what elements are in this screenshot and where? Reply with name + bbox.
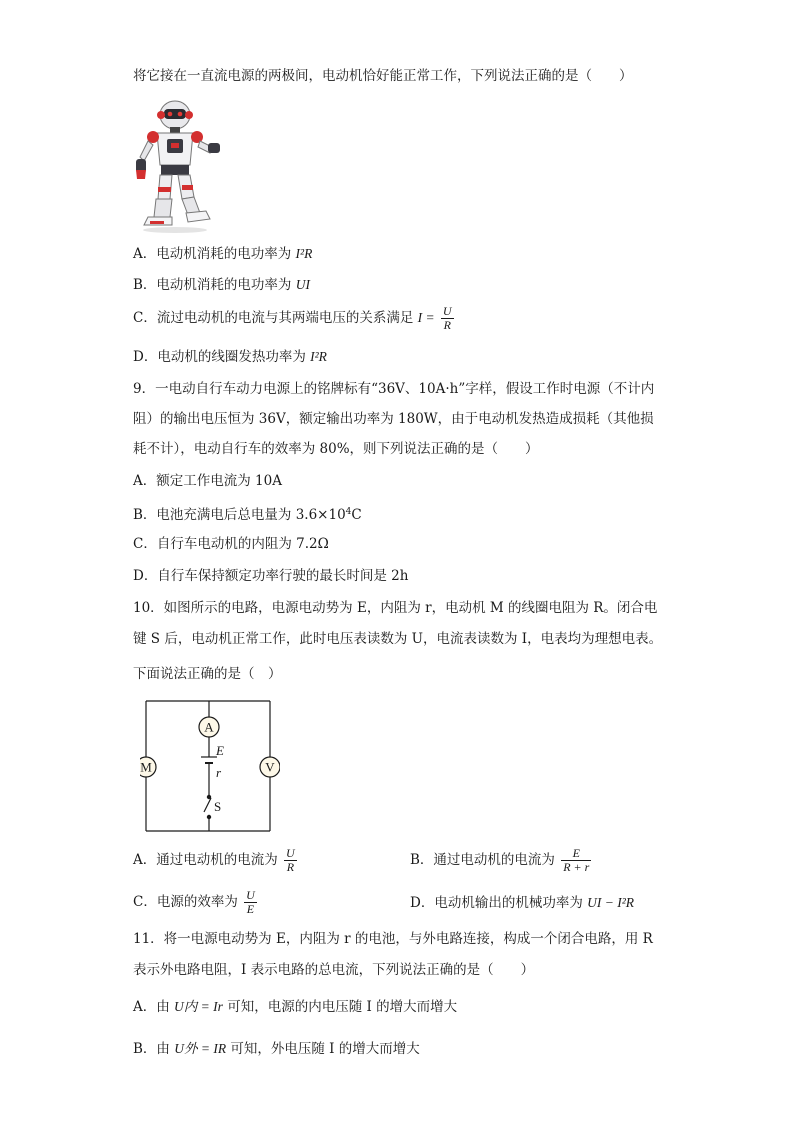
q8-option-d (133, 348, 327, 366)
q11-option-a-text: 可知，电源的内电压随 I 的增大而增大 (227, 999, 458, 1015)
q9-option-c: C．自行车电动机的内阻为 7.2Ω (133, 536, 329, 552)
q9-option-a: A．额定工作电流为 10A (133, 473, 282, 489)
question-intro: 将它接在一直流电源的两极间，电动机恰好能正常工作，下列说法正确的是（ ） (133, 68, 633, 84)
q11-option-b-text: 可知，外电压随 I 的增大而增大 (230, 1041, 420, 1057)
q8-option-c (133, 305, 456, 332)
q9-stem-line1: 9．一电动自行车动力电源上的铭牌标有“36V、10A·h”字样，假设工作时电源（不计内 (133, 381, 655, 397)
q10-option-d-expr: UI − I²R (587, 895, 635, 910)
q10-option-c-fraction (244, 889, 257, 916)
q9-option-b-unit: C (351, 507, 362, 523)
q11-stem-line1: 11．将一电源电动势为 E，内阻为 r 的电池，与外电路连接，构成一个闭合电路，用 R (133, 931, 653, 947)
q10-c-denominator: E (246, 902, 255, 916)
q8-option-c-text: C．流过电动机的电流与其两端电压的关系满足 (133, 310, 414, 326)
q10-option-d (410, 894, 634, 912)
q8-option-a-expr: I²R (295, 246, 313, 261)
q10-a-numerator: U (286, 846, 295, 860)
q8-option-a-text: A．电动机消耗的电功率为 (133, 246, 292, 262)
q11-option-b-formula: U外 = IR (174, 1041, 227, 1056)
q10-option-c-text: C．电源的效率为 (133, 894, 238, 910)
q9-option-b (133, 503, 362, 524)
q9-option-b-exponent: 4 (345, 507, 352, 517)
q11-option-a-formula: U内 = Ir (174, 999, 223, 1014)
q10-option-c (133, 887, 259, 917)
q10-option-d-text: D．电动机输出的机械功率为 (410, 895, 583, 911)
q8-option-b-text: B．电动机消耗的电功率为 (133, 277, 292, 293)
q10-option-a (133, 845, 299, 875)
q10-c-numerator: U (246, 888, 255, 902)
q11-option-b-prefix: B．由 (133, 1041, 170, 1057)
q8-c-numerator: U (442, 304, 452, 318)
q10-b-denominator: R + r (563, 860, 590, 874)
q8-option-b (133, 276, 310, 294)
q9-stem-line2: 阻）的输出电压恒为 36V，额定输出功率为 180W，由于电动机发热造成损耗（其他损 (133, 411, 654, 427)
ammeter-label: A (204, 719, 214, 735)
q10-a-denominator: R (286, 860, 295, 874)
q10-option-b-fraction (561, 847, 591, 874)
q8-option-b-expr: UI (295, 277, 310, 292)
q8-option-c-fraction (441, 305, 454, 332)
q11-option-a-prefix: A．由 (133, 999, 170, 1015)
q10-option-b (410, 845, 593, 875)
internal-resistance-label: r (216, 765, 222, 780)
voltmeter-label: V (265, 759, 275, 775)
q8-option-a (133, 245, 312, 263)
q9-option-b-text: B．电池充满电后总电量为 3.6×10 (133, 507, 346, 523)
q9-stem-line3: 耗不计），电动自行车的效率为 80%，则下列说法正确的是（ ） (133, 441, 539, 457)
q10-option-a-fraction (284, 847, 297, 874)
q8-option-d-expr: I²R (310, 349, 327, 364)
q10-b-numerator: E (561, 847, 591, 861)
q10-stem-line1: 10．如图所示的电路，电源电动势为 E，内阻为 r，电动机 M 的线圈电阻为 R。闭合电 (133, 600, 658, 616)
q10-stem-line3: 下面说法正确的是（ ） (133, 666, 282, 682)
emf-label: E (216, 743, 224, 758)
q10-option-b-text: B．通过电动机的电流为 (410, 852, 555, 868)
q9-option-d: D．自行车保持额定功率行驶的最长时间是 2h (133, 568, 409, 584)
q10-stem-line2: 键 S 后，电动机正常工作，此时电压表读数为 U，电流表读数为 I，电表均为理想电表。 (133, 631, 663, 647)
q8-option-c-lhs: I = (417, 310, 435, 325)
q11-option-a (133, 998, 457, 1016)
q10-option-a-text: A．通过电动机的电流为 (133, 852, 278, 868)
q11-option-b (133, 1040, 420, 1058)
switch-label: S (214, 799, 222, 814)
q11-stem-line2: 表示外电路电阻，I 表示电路的总电流，下列说法正确的是（ ） (133, 962, 535, 978)
q8-option-d-text: D．电动机的线圈发热功率为 (133, 349, 306, 365)
motor-label: M (140, 759, 152, 775)
circuit-diagram (140, 695, 280, 837)
robot-image (130, 95, 225, 235)
q8-c-denominator: R (443, 318, 451, 332)
